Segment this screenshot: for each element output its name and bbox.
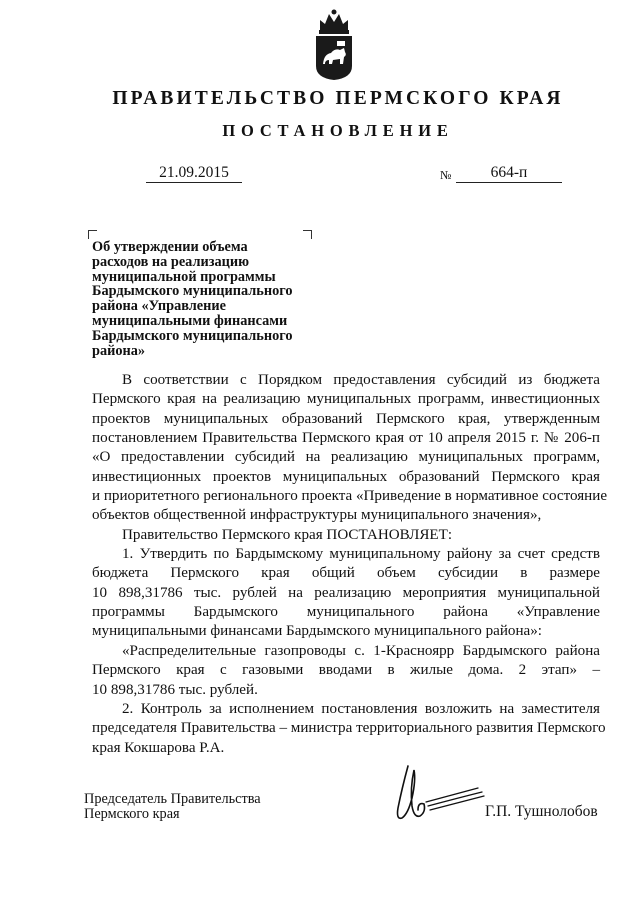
body-line: Пермского края с газовыми вводами в жилые дома. 2 этап» – [92, 662, 600, 679]
body-line: Правительство Пермского края ПОСТАНОВЛЯЕТ: [122, 526, 453, 543]
subject-line: Об утверждении объема [92, 239, 248, 255]
body-line: бюджета Пермского края общий объем субсидии в размере [92, 565, 600, 582]
body-line: муниципальными финансами Бардымского муниципального района»: [92, 623, 542, 640]
document-number: 664-п [456, 164, 562, 183]
body-line: «Распределительные газопроводы с. 1-Красноярр Бардымского района [122, 642, 600, 659]
signatory-name: Г.П. Тушнолобов [485, 803, 598, 820]
subject-line: расходов на реализацию [92, 253, 250, 270]
document-body [92, 371, 608, 758]
subject-line: муниципальной программы [92, 268, 276, 285]
body-line: инвестиционных проектов муниципальных образований Пермского края [92, 468, 600, 485]
subject-line: Бардымского муниципального [92, 283, 293, 300]
body-line: объектов общественной инфраструктуры муниципального значения», [92, 507, 542, 524]
document-date: 21.09.2015 [146, 164, 242, 183]
document-subject [92, 240, 332, 358]
subject-line: района» [92, 342, 146, 359]
body-line: Пермского края на реализацию муниципальных программ, инвестиционных [92, 391, 600, 408]
subject-line: муниципальными финансами [92, 312, 288, 329]
body-line: 2. Контроль за исполнением постановления возложить на заместителя [122, 700, 600, 717]
signatory-position-line: Пермского края [84, 806, 180, 822]
body-line: В соответствии с Порядком предоставления субсидий из бюджета [122, 372, 600, 388]
body-line: «О предоставлении субсидий на реализацию муниципальных программ, [92, 449, 600, 466]
signatory-position-line: Председатель Правительства [84, 791, 261, 807]
body-line: 1. Утвердить по Бардымскому муниципальному району за счет средств [122, 546, 600, 563]
subject-line: района «Управление [92, 298, 226, 315]
subject-corner-left [88, 230, 97, 239]
body-line: постановлением Правительства Пермского края от 10 апреля 2015 г. № 206-п [92, 430, 600, 447]
subject-line: Бардымского муниципального [92, 327, 293, 344]
body-line: края Кокшарова Р.А. [92, 739, 225, 756]
body-line: программы Бардымского муниципального района «Управление [92, 604, 600, 621]
body-line: 10 898,31786 тыс. рублей. [92, 681, 258, 698]
document-type: ПОСТАНОВЛЕНИЕ [222, 121, 454, 140]
number-label: № [440, 168, 452, 182]
body-line: 10 898,31786 тыс. рублей на реализацию мероприятия муниципальной [92, 584, 600, 601]
signatory-position [84, 792, 261, 822]
body-line: и приоритетного регионального проекта «Приведение в нормативное состояние [92, 488, 608, 505]
handwritten-signature [388, 758, 488, 830]
perm-krai-coat-of-arms-icon [311, 8, 357, 82]
government-title: ПРАВИТЕЛЬСТВО ПЕРМСКОГО КРАЯ [112, 88, 564, 109]
subject-corner-right [303, 230, 312, 239]
body-line: председателя Правительства – министра территориального развития Пермского [92, 720, 606, 737]
body-line: проектов муниципальных образований Пермского края, утвержденным [92, 410, 600, 427]
